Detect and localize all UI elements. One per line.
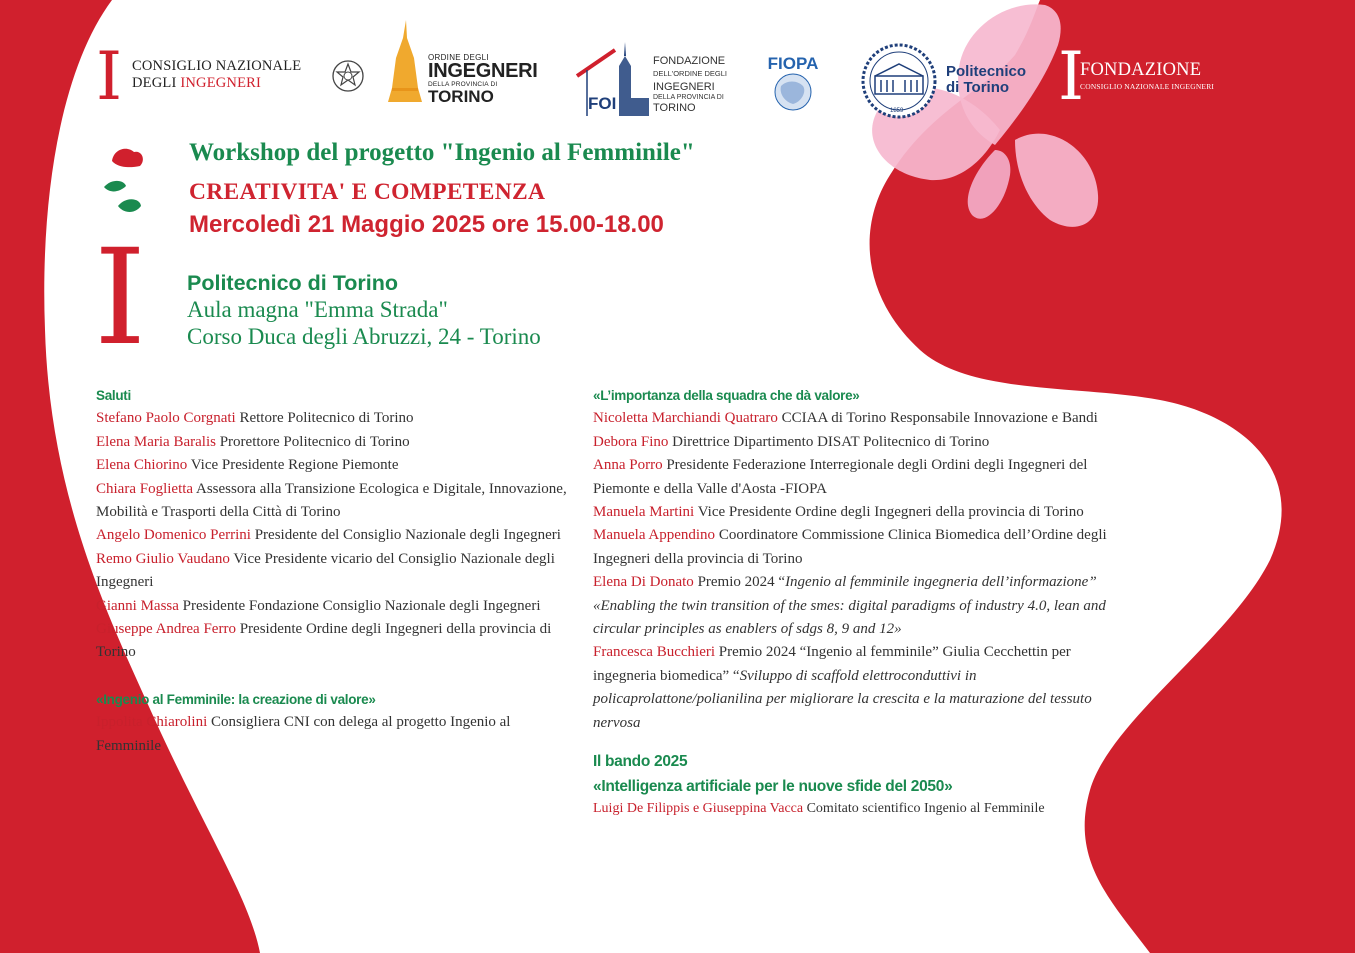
workshop-title: Workshop del progetto "Ingenio al Femminile": [189, 139, 695, 166]
logo-text-line1: CONSIGLIO NAZIONALE: [132, 58, 302, 74]
logo-ordine-ingegneri-torino: [384, 18, 556, 104]
logo-text-ingegneri: INGEGNERI: [180, 75, 262, 91]
italian-republic-emblem-icon: [331, 58, 365, 94]
spacer: [593, 735, 1118, 749]
speaker-name: Elena Di Donato: [593, 574, 694, 591]
speaker-entry: [96, 618, 576, 665]
logo-letter: I: [96, 38, 123, 115]
foit-line2: DELL'ORDINE DEGLI: [653, 69, 727, 78]
green-leaf-2: [118, 199, 141, 212]
speaker-role: Coordinatore Commissione Clinica Biomedica dell’Ordine degli Ingegneri della provincia di Torino: [593, 527, 1107, 567]
section-title-bando: Il bando 2025: [593, 753, 688, 771]
venue-room: Aula magna "Emma Strada": [187, 297, 448, 322]
speaker-name: Stefano Paolo Corgnati: [96, 410, 236, 427]
logo-fiopa: [757, 50, 829, 112]
mole-antonelliana-icon: [384, 18, 424, 104]
politecnico-year: 1859: [890, 108, 904, 114]
speaker-entry: [96, 524, 576, 547]
politecnico-line1: Politecnico: [946, 63, 1027, 80]
speaker-role: Presidente Federazione Interregionale degli Ordini degli Ingegneri del Piemonte e della Valle d'Aosta -FIOPA: [593, 457, 1088, 497]
fondazione-line1: FONDAZIONE: [1080, 60, 1202, 80]
decorative-letter-i: I: [94, 221, 147, 375]
section-title-saluti: Saluti: [96, 388, 131, 403]
speaker-role: Presidente Ordine degli Ingegneri della provincia di Torino: [96, 621, 552, 661]
speaker-entry: [593, 501, 1118, 524]
foit-line1: FONDAZIONE: [653, 55, 726, 67]
speaker-name: Debora Fino: [593, 433, 669, 450]
programme-left-column: [96, 384, 576, 758]
foit-line5: TORINO: [653, 102, 696, 114]
speaker-role: Presidente del Consiglio Nazionale degli Ingegneri: [250, 527, 561, 544]
section-title-ingenio: «Ingenio al Femminile: la creazione di valore»: [96, 691, 376, 707]
speaker-entry: [96, 407, 576, 430]
speaker-entry: [593, 524, 1118, 571]
award-entry: [593, 571, 1118, 641]
red-petal: [112, 149, 143, 167]
speaker-entry: [593, 799, 1118, 819]
logo-text-line2: [132, 75, 261, 92]
speaker-role: CCIAA di Torino Responsabile Innovazione e Bandi: [777, 410, 1098, 427]
speaker-role: Presidente Fondazione Consiglio Nazionale degli Ingegneri: [178, 597, 541, 614]
speaker-role: Vice Presidente vicario del Consiglio Nazionale degli Ingegneri: [96, 550, 555, 591]
speaker-name: Manuela Martini: [593, 504, 695, 521]
award-text: Premio 2024 “: [693, 574, 786, 591]
award-title: Ingenio al femminile ingegneria dell’informazione” «Enabling the twin transition of the smes: digital paradigms of industry 4.0, lean and circular principles as enablers of sdgs 8, 9 and 12»: [593, 574, 1106, 638]
speaker-role: Rettore Politecnico di Torino: [235, 410, 414, 427]
speaker-name: Manuela Appendino: [593, 527, 716, 544]
speaker-role: Assessora alla Transizione Ecologica e Digitale, Innovazione, Mobilità e Trasporti della Città di Torino: [96, 480, 567, 521]
speaker-entry: [96, 548, 576, 595]
speaker-entry: [593, 407, 1118, 430]
section-title-squadra: «L’importanza della squadra che dà valore»: [593, 388, 860, 403]
spacer: [96, 665, 576, 688]
speaker-name: Chiara Foglietta: [96, 480, 194, 497]
logo-consiglio-nazionale-ingegneri: [96, 38, 306, 115]
award-entry: [593, 641, 1118, 735]
speaker-role: Comitato scientifico Ingenio al Femminile: [803, 801, 1045, 817]
speaker-name: Gianni Massa: [96, 597, 179, 614]
speaker-entry: [96, 595, 576, 618]
speaker-entry: [593, 431, 1118, 454]
speaker-name: Nicoletta Marchiandi Quatraro: [593, 410, 778, 427]
speaker-name: Elena Chiorino: [96, 457, 188, 474]
award-title: Sviluppo di scaffold elettroconduttivi in policaprolattone/polianilina per migliorare la crescita e la maturazione del tessuto nervosa: [593, 667, 1092, 731]
speaker-role: Direttrice Dipartimento DISAT Politecnico di Torino: [668, 433, 990, 450]
bando-subtitle: «Intelligenza artificiale per le nuove sfide del 2050»: [593, 778, 953, 796]
foit-line3: INGEGNERI: [653, 81, 715, 93]
logo-text-degli: DEGLI: [132, 75, 177, 91]
speaker-entry: [96, 431, 576, 454]
speaker-entry: [96, 711, 576, 758]
speaker-name: Francesca Bucchieri: [593, 644, 716, 661]
speaker-entry: [96, 478, 576, 525]
green-leaf-1: [104, 181, 126, 192]
speaker-role: Consigliera CNI con delega al progetto Ingenio al Femminile: [96, 714, 511, 754]
venue-address: Corso Duca degli Abruzzi, 24 - Torino: [187, 324, 541, 349]
programme-right-column: [593, 384, 1118, 819]
logo-fondazione-cni: [1058, 38, 1218, 115]
foit-line4: DELLA PROVINCIA DI: [653, 94, 724, 101]
fiopa-region-map-icon: [757, 50, 829, 112]
speaker-name: Giuseppe Andrea Ferro: [96, 621, 236, 638]
speaker-entry: [593, 454, 1118, 501]
event-subtitle: CREATIVITA' E COMPETENZA: [189, 179, 546, 205]
speaker-name: Remo Giulio Vaudano: [96, 550, 230, 567]
politecnico-line2: di Torino: [946, 79, 1010, 96]
speaker-role: Vice Presidente Ordine degli Ingegneri della provincia di Torino: [694, 504, 1084, 521]
venue-name: Politecnico di Torino: [187, 271, 399, 295]
fondazione-line2: CONSIGLIO NAZIONALE INGEGNERI: [1080, 82, 1215, 91]
award-text: Premio 2024 “Ingenio al femminile” Giulia Cecchettin per ingegneria biomedica” “: [593, 644, 1071, 684]
logo-fondazione-ordine-ingegneri-torino: [575, 38, 745, 118]
speaker-name: Luigi De Filippis e Giuseppina Vacca: [593, 801, 804, 817]
speaker-role: Vice Presidente Regione Piemonte: [187, 457, 399, 474]
speaker-entry: [96, 454, 576, 477]
logo-politecnico-torino: [857, 42, 1037, 120]
speaker-name: Ippolita Chiarolini: [96, 714, 208, 731]
fiopa-text: FIOPA: [767, 54, 819, 73]
speaker-name: Elena Maria Baralis: [96, 433, 216, 450]
speaker-role: Prorettore Politecnico di Torino: [215, 433, 410, 450]
event-date: Mercoledì 21 Maggio 2025 ore 15.00-18.00: [189, 211, 664, 238]
fondazione-letter: I: [1058, 38, 1085, 115]
ordine-line2: INGEGNERI: [428, 60, 538, 82]
foit-mark-text: FOI: [588, 94, 617, 113]
speaker-name: Angelo Domenico Perrini: [96, 527, 251, 544]
ordine-line1: ORDINE DEGLI: [428, 53, 489, 62]
speaker-name: Anna Porro: [593, 457, 663, 474]
ordine-line4: TORINO: [428, 87, 494, 106]
ordine-line3: DELLA PROVINCIA DI: [428, 81, 498, 88]
